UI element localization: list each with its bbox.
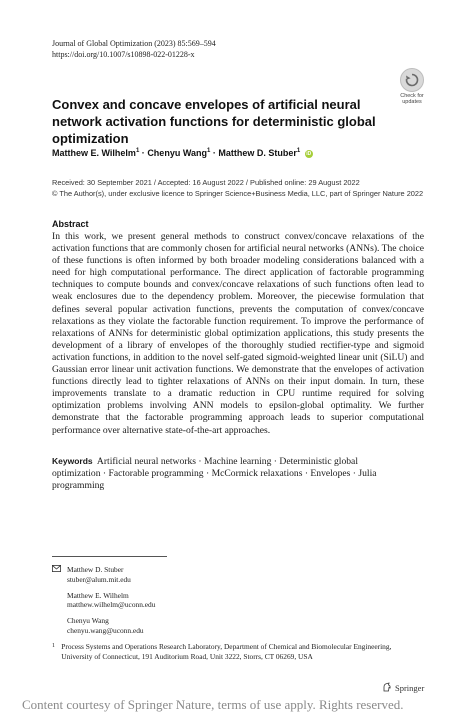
contact-name: Matthew D. Stuber xyxy=(67,565,124,574)
journal-header xyxy=(52,38,216,60)
correspondence-block xyxy=(52,565,155,642)
author-affiliation-marker: 1 xyxy=(296,148,301,154)
publication-history xyxy=(52,178,423,199)
author-name[interactable]: Chenyu Wang xyxy=(147,148,207,158)
article-title: Convex and concave envelopes of artificial neural network activation functions for deterministic global optimization xyxy=(52,97,376,146)
author-list xyxy=(52,148,313,158)
affiliation-text: Process Systems and Operations Research Laboratory, Department of Chemical and Biomolecular Engineering, University of Connecticut, 191 Auditorium Road, Unit 3222, Storrs, CT 06269, USA xyxy=(61,642,392,661)
author-separator: · xyxy=(212,148,216,158)
contact-entry xyxy=(52,616,155,636)
received-dates: Received: 30 September 2021 / Accepted: 16 August 2022 / Published online: 29 August 2022 xyxy=(52,178,360,187)
contact-entry xyxy=(52,565,155,585)
springer-wordmark: Springer xyxy=(395,683,425,693)
footnote-divider xyxy=(52,556,167,557)
author-affiliation-marker: 1 xyxy=(135,148,140,154)
keywords-text: Artificial neural networks · Machine learning · Deterministic global optimization · Factorable programming · McCormick relaxations · Envelopes · Julia programming xyxy=(52,456,377,492)
contact-email[interactable]: matthew.wilhelm@uconn.edu xyxy=(67,600,156,610)
check-for-updates-badge[interactable] xyxy=(393,68,431,106)
springer-horse-icon xyxy=(382,682,392,694)
courtesy-notice: Content courtesy of Springer Nature, terms of use apply. Rights reserved. xyxy=(22,697,404,712)
author-separator: · xyxy=(141,148,145,158)
affiliation-footnote xyxy=(52,642,422,662)
keywords-label: Keywords xyxy=(52,456,93,466)
contact-name: Matthew E. Wilhelm xyxy=(67,590,129,600)
contact-email[interactable]: stuber@alum.mit.edu xyxy=(67,574,131,584)
copyright-line: © The Author(s), under exclusive licence to Springer Science+Business Media, LLC, part of Springer Nature 2022 xyxy=(52,188,424,198)
affiliation-number: 1 xyxy=(52,643,55,649)
contact-entry xyxy=(52,591,155,611)
orcid-icon[interactable]: iD xyxy=(306,150,312,157)
check-updates-label-1: Check for xyxy=(400,93,424,99)
springer-logo xyxy=(382,682,424,694)
mail-icon xyxy=(52,565,67,585)
keywords-block xyxy=(52,455,392,492)
author-name[interactable]: Matthew E. Wilhelm xyxy=(52,148,136,158)
doi-link[interactable]: https://doi.org/10.1007/s10898-022-01228-x xyxy=(52,50,195,59)
abstract-text: In this work, we present general methods to construct convex/concave relaxations of the activation functions that are commonly chosen for artificial neural networks (ANNs). The choice of these functions is often informed by both broader modeling considerations balanced with a need for high computational performance. The direct application of factorable programming techniques to compute bounds and convex/concave relaxations of such functions often lead to weak enclosures due to the dependency problem. Moreover, the piecewise formulation that defines several popular activation functions, prevents the computation of convex/concave relaxations as they violate the factorable function requirement. To improve the performance of relaxations of ANNs for deterministic global optimization applications, this study presents the development of a library of envelopes of the thoroughly studied rectifier-type and sigmoid activation functions, in addition to the novel self-gated sigmoid-weighted linear unit (SiLU) and Gaussian error linear unit activation functions. We demonstrate that the envelopes of activation functions directly lead to tighter relaxations of ANNs on their input domain. In turn, these improvements translate to a dramatic reduction in CPU runtime required for solving optimization problems involving ANN models to epsilon-global optimality. We further demonstrate that the factorable programming approach leads to superior computational performance over alternative state-of-the-art approaches. xyxy=(52,231,424,436)
check-updates-label-2: updates xyxy=(402,99,422,105)
author-affiliation-marker: 1 xyxy=(206,148,211,154)
journal-citation: Journal of Global Optimization (2023) 85:569–594 xyxy=(52,39,216,48)
check-updates-icon xyxy=(400,68,424,92)
abstract-heading: Abstract xyxy=(52,219,89,229)
contact-email[interactable]: chenyu.wang@uconn.edu xyxy=(67,625,144,635)
contact-name: Chenyu Wang xyxy=(67,616,109,626)
author-name[interactable]: Matthew D. Stuber xyxy=(218,148,297,158)
